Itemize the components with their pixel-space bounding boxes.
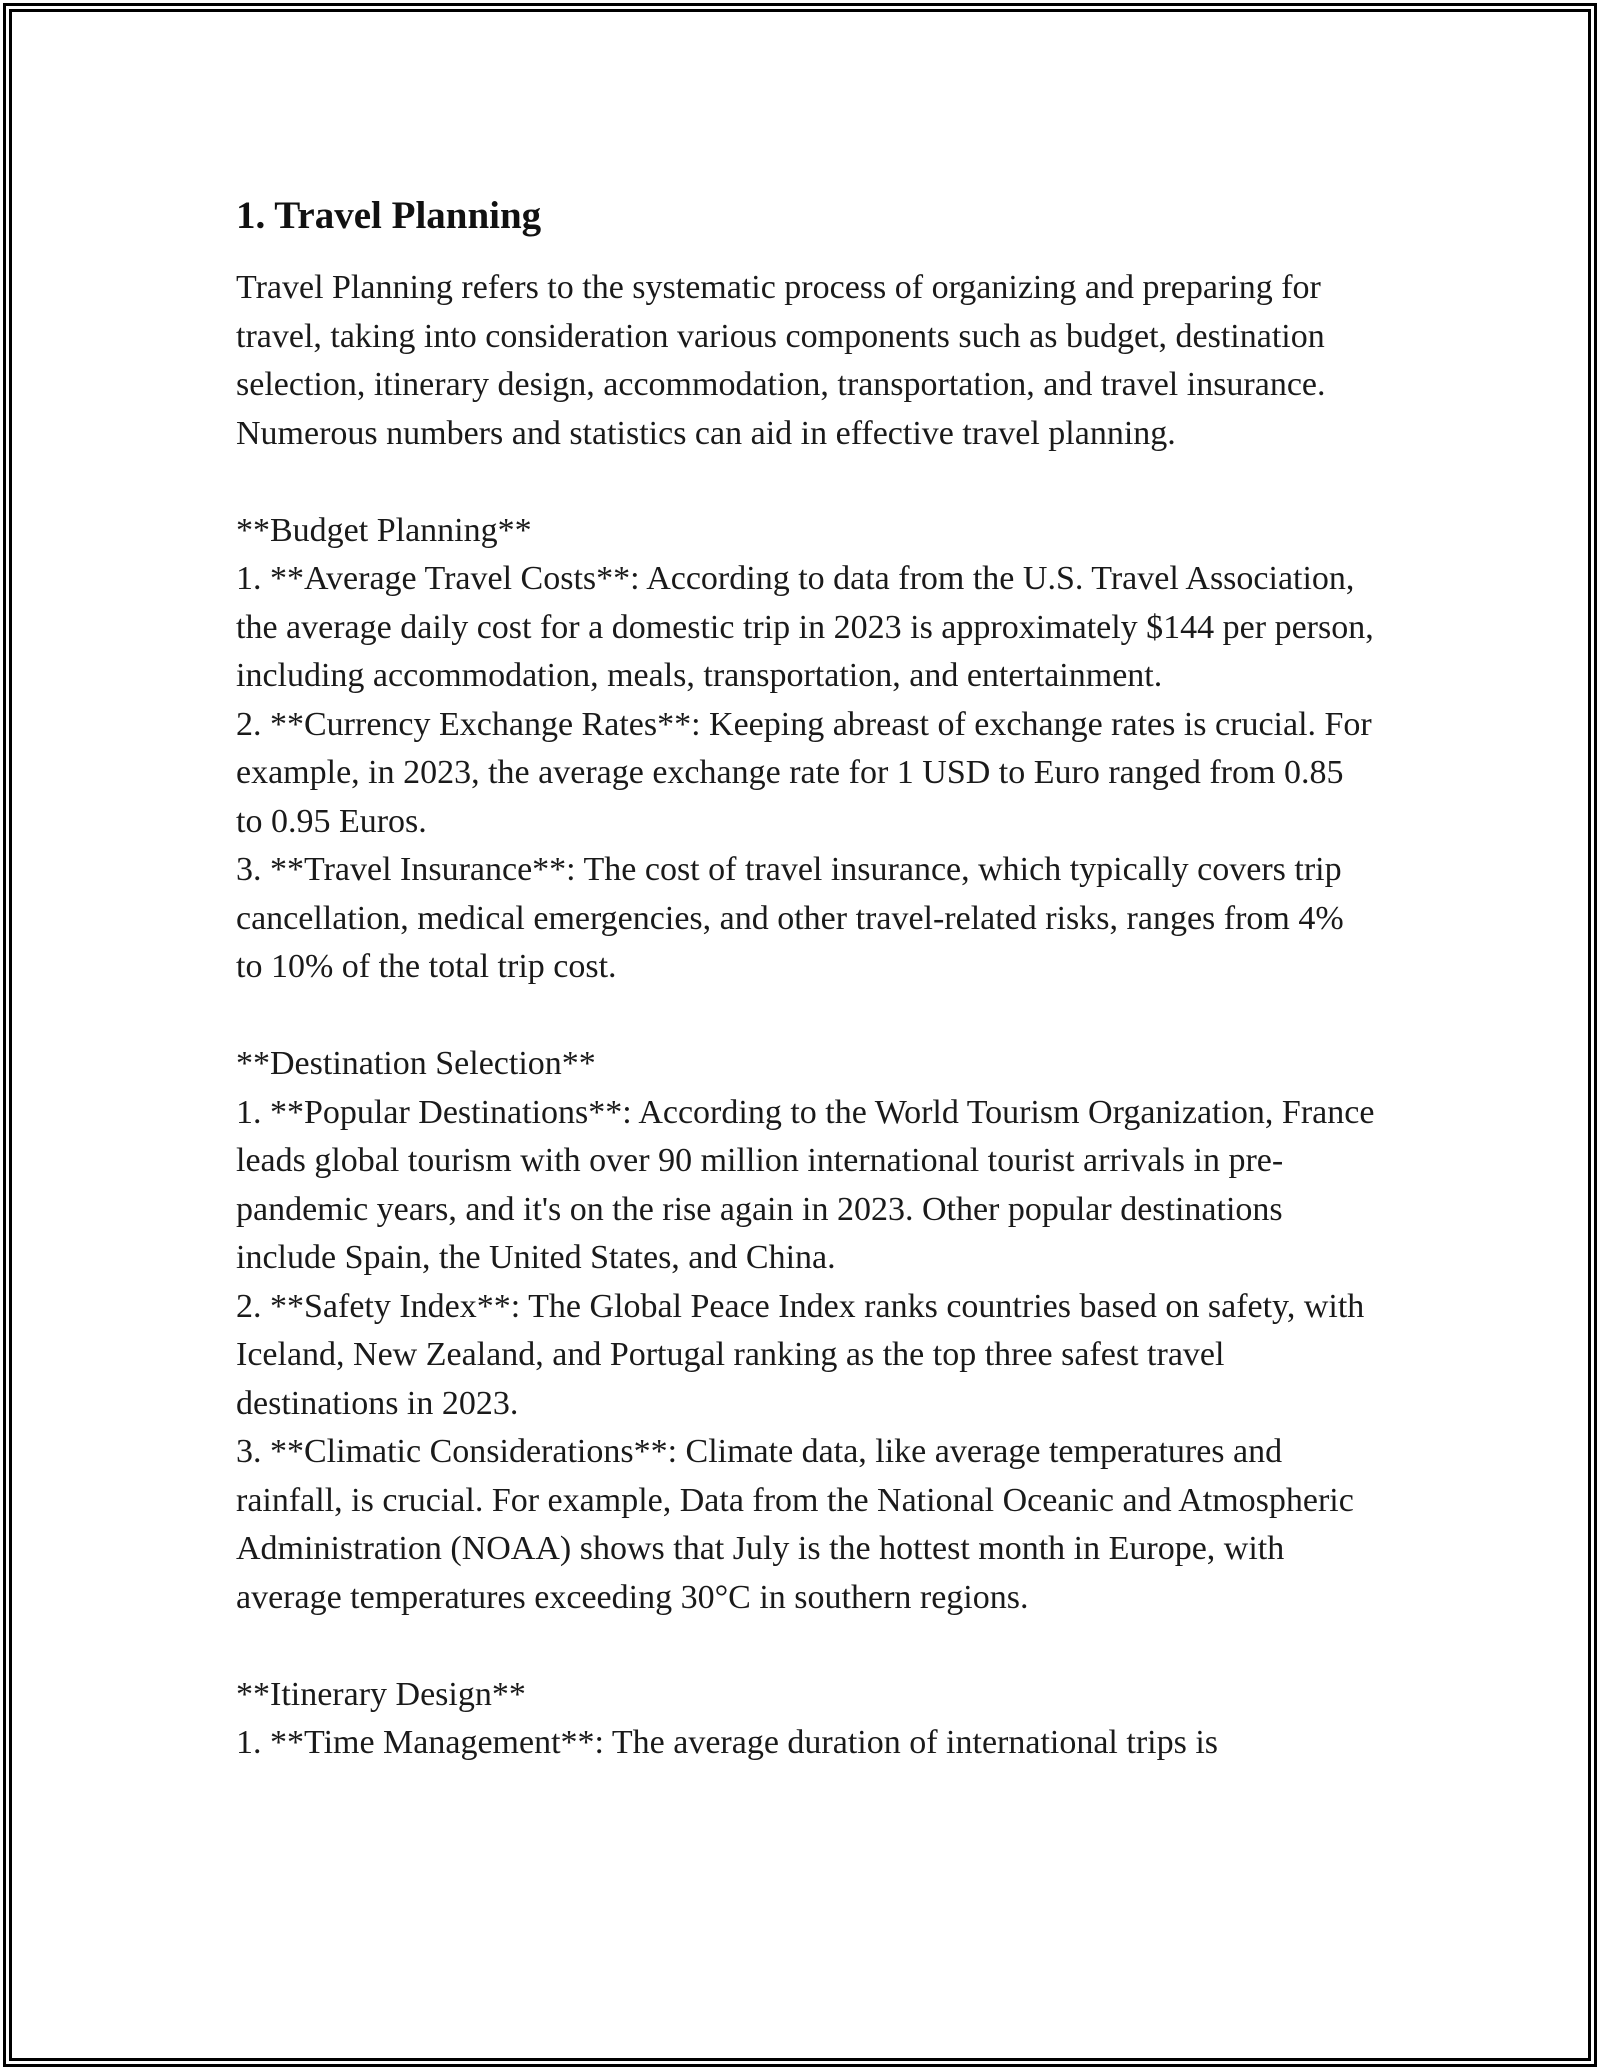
subsection-title: **Destination Selection** [236,1045,596,1082]
list-item: 2. **Safety Index**: The Global Peace Index ranks countries based on safety, with Iceland, New Zealand, and Portugal ranking as the top three safest travel destinations in 2023. [236,1287,1365,1422]
list-item: 1. **Time Management**: The average duration of international trips is [236,1724,1218,1761]
document-body [236,180,1376,1768]
paragraph-gap [236,1622,1376,1671]
list-item: 3. **Travel Insurance**: The cost of travel insurance, which typically covers trip cancellation, medical emergencies, and other travel-related risks, ranges from 4% to 10% of the total trip cost. [236,851,1344,985]
section-heading: 1. Travel Planning [236,194,542,237]
list-item: 1. **Popular Destinations**: According to the World Tourism Organization, France leads global tourism with over 90 million international tourist arrivals in pre-pandemic years, and it's on the rise again in 2023. Other popular destinations include Spain, the United States, and China. [236,1093,1375,1276]
intro-paragraph: Travel Planning refers to the systematic process of organizing and preparing for travel, taking into consideration various components such as budget, destination selection, itinerary design, accommodation, transportation, and travel insurance. Numerous numbers and statistics can aid in effective travel planning. [236,269,1326,452]
subsection-title: **Budget Planning** [236,511,532,549]
list-item: 1. **Average Travel Costs**: According to data from the U.S. Travel Association, the average daily cost for a domestic trip in 2023 is approximately $144 per person, including accommodation, meals, transportation, and entertainment. [236,560,1374,694]
list-item: 3. **Climatic Considerations**: Climate data, like average temperatures and rainfall, is crucial. For example, Data from the National Oceanic and Atmospheric Administration (NOAA) shows that July is the hottest month in Europe, with average temperatures exceeding 30°C in southern regions. [236,1433,1354,1616]
paragraph-gap [236,992,1376,1041]
destination-selection-section [236,1040,1376,1622]
paragraph-gap [236,458,1376,507]
budget-planning-section [236,507,1376,992]
list-item: 2. **Currency Exchange Rates**: Keeping abreast of exchange rates is crucial. For example, in 2023, the average exchange rate for 1 USD to Euro ranged from 0.85 to 0.95 Euros. [236,705,1372,840]
itinerary-design-section [236,1671,1376,1768]
subsection-title: **Itinerary Design** [236,1675,526,1713]
